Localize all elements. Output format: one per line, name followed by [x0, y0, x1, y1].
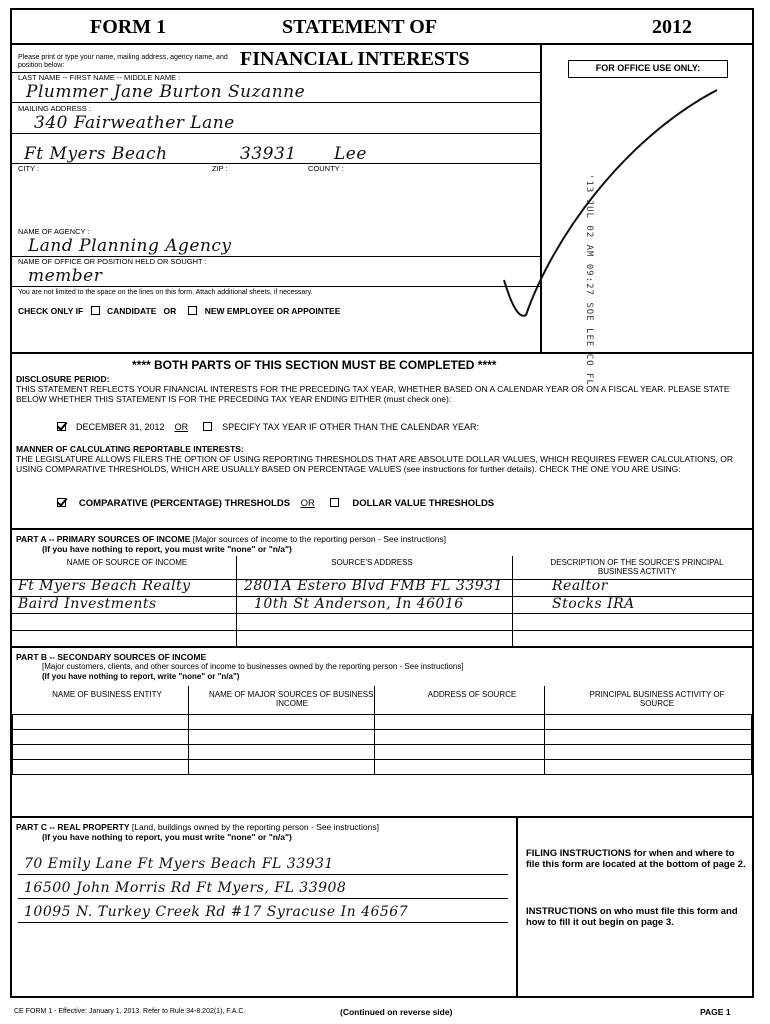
check-only-label: CHECK ONLY IF: [18, 306, 84, 316]
zip-field[interactable]: 33931: [240, 144, 297, 164]
form-title-line2: FINANCIAL INTERESTS: [240, 48, 470, 70]
december-label: DECEMBER 31, 2012: [76, 422, 165, 432]
agency-label: NAME OF AGENCY :: [18, 227, 90, 236]
part-c-title: PART C -- REAL PROPERTY: [16, 822, 130, 832]
part-b-heading: PART B -- SECONDARY SOURCES OF INCOME: [16, 652, 207, 662]
filing-instructions: FILING INSTRUCTIONS for when and where to file this form are located at the bottom of page 2.: [526, 848, 746, 870]
city-field[interactable]: Ft Myers Beach: [24, 144, 168, 164]
received-stamp: '13 JUL 02 AM 09:27 SOE LEE CO FL: [584, 174, 594, 386]
form-year: 2012: [652, 16, 692, 38]
part-b-note1: [Major customers, clients, and other sources of income to businesses owned by the reporting person - See instructions]: [42, 662, 464, 671]
part-b-col1-head: NAME OF BUSINESS ENTITY: [52, 690, 162, 699]
part-b-col4-head: PRINCIPAL BUSINESS ACTIVITY OF SOURCE: [589, 690, 725, 708]
city-label: CITY :: [18, 164, 40, 173]
period-heading: DISCLOSURE PERIOD:: [16, 374, 110, 384]
part-c-row1[interactable]: 70 Emily Lane Ft Myers Beach FL 33931: [24, 856, 334, 872]
part-c-row2[interactable]: 16500 John Morris Rd Ft Myers, FL 33908: [24, 880, 347, 896]
or-label: OR: [163, 306, 177, 316]
threshold-options: [52, 498, 494, 509]
part-b-note2: (If you have nothing to report, write "none" or "n/a"): [42, 672, 240, 681]
period-or: OR: [174, 422, 189, 432]
comparative-label: COMPARATIVE (PERCENTAGE) THRESHOLDS: [78, 498, 291, 509]
part-a-section: [10, 530, 754, 648]
new-employee-label: NEW EMPLOYEE OR APPOINTEE: [204, 306, 341, 316]
disclosure-banner: **** BOTH PARTS OF THIS SECTION MUST BE COMPLETED ****: [132, 358, 497, 372]
part-a-subnote: (If you have nothing to report, you must write "none" or "n/a"): [42, 544, 292, 554]
part-a-row1-address[interactable]: 2801A Estero Blvd FMB FL 33931: [244, 578, 503, 594]
part-c-subnote: (If you have nothing to report, you must write "none" or "n/a"): [42, 832, 292, 842]
print-note: Please print or type your name, mailing address, agency name, and position below:: [18, 54, 228, 69]
candidate-checkbox[interactable]: [91, 306, 100, 315]
zip-label: ZIP :: [212, 164, 228, 173]
candidate-label: CANDIDATE: [106, 306, 157, 316]
part-a-col1-head: NAME OF SOURCE OF INCOME: [66, 558, 188, 567]
part-a-row1-name[interactable]: Ft Myers Beach Realty: [18, 578, 191, 594]
part-b-col3-head: ADDRESS OF SOURCE: [427, 690, 517, 699]
part-a-row1-activity[interactable]: Realtor: [552, 578, 608, 594]
form-number: FORM 1: [90, 16, 167, 38]
footer-left: CE FORM 1 - Effective: January 1, 2013. Refer to Rule 34-8.202(1), F.A.C.: [14, 1008, 246, 1015]
period-text: THIS STATEMENT REFLECTS YOUR FINANCIAL INTERESTS FOR THE PRECEDING TAX YEAR, WHETHER BASED ON A CALENDAR YEAR OR ON A FISCAL YEAR. PLEASE STATE BELOW WHETHER THIS STATEMENT IS FOR THE PRECEDING TAX YEAR ENDING EITHER (must check one):: [16, 384, 730, 404]
manner-heading: MANNER OF CALCULATING REPORTABLE INTERESTS:: [16, 444, 244, 454]
candidate-row: [18, 306, 340, 316]
part-b-col2-head: NAME OF MAJOR SOURCES OF BUSINESS' INCOME: [209, 690, 375, 708]
comparative-checkbox[interactable]: [57, 498, 66, 507]
address-field[interactable]: 340 Fairweather Lane: [34, 113, 235, 133]
name-label: LAST NAME -- FIRST NAME -- MIDDLE NAME :: [18, 73, 181, 82]
manner-text: THE LEGISLATURE ALLOWS FILERS THE OPTION OF USING REPORTING THRESHOLDS THAT ARE ABSOLUTE DOLLAR VALUES, WHICH REQUIRES FEWER CALCULATIONS, OR USING COMPARATIVE THRESHOLDS, WHICH ARE USUALLY BASED ON PERCENTAGE VALUES (see instructions for further details). CHECK THE ONE YOU ARE USING:: [16, 454, 733, 474]
part-a-col2-head: SOURCE'S ADDRESS: [331, 558, 413, 567]
address-label: MAILING ADDRESS :: [18, 104, 91, 113]
form-title-line1: STATEMENT OF: [282, 16, 438, 38]
part-b-section: [10, 648, 754, 818]
disclosure-section: [10, 354, 754, 530]
county-field[interactable]: Lee: [334, 144, 367, 164]
specify-year-label: SPECIFY TAX YEAR IF OTHER THAN THE CALENDAR YEAR:: [222, 422, 480, 432]
part-a-col3-head: DESCRIPTION OF THE SOURCE'S PRINCIPAL BUSINESS ACTIVITY: [550, 558, 724, 576]
new-employee-checkbox[interactable]: [188, 306, 197, 315]
part-c-row3[interactable]: 10095 N. Turkey Creek Rd #17 Syracuse In 46567: [24, 904, 409, 920]
part-a-title: PART A -- PRIMARY SOURCES OF INCOME: [16, 534, 191, 544]
office-label: NAME OF OFFICE OR POSITION HELD OR SOUGHT :: [18, 257, 207, 266]
part-a-row2-address[interactable]: 10th St Anderson, In 46016: [254, 596, 464, 612]
part-c-section: [10, 818, 754, 998]
header-top-line: [12, 43, 752, 45]
office-field[interactable]: member: [28, 266, 103, 286]
part-c-note: [Land, buildings owned by the reporting person - See instructions]: [131, 822, 379, 832]
space-note: You are not limited to the space on the lines on this form. Attach additional sheets, if necessary.: [18, 289, 313, 296]
county-label: COUNTY :: [308, 164, 344, 173]
agency-field[interactable]: Land Planning Agency: [28, 236, 232, 256]
december-checkbox[interactable]: [57, 422, 66, 431]
footer-continued: (Continued on reverse side): [340, 1007, 453, 1017]
dollar-label: DOLLAR VALUE THRESHOLDS: [352, 498, 495, 509]
part-b-grid: [12, 714, 752, 775]
part-a-row2-name[interactable]: Baird Investments: [18, 596, 157, 612]
name-field[interactable]: Plummer Jane Burton Suzanne: [26, 82, 306, 102]
part-c-heading: [16, 822, 379, 832]
threshold-or: OR: [300, 498, 315, 509]
part-a-row2-activity[interactable]: Stocks IRA: [552, 596, 635, 612]
period-options: [52, 422, 479, 432]
dollar-checkbox[interactable]: [330, 498, 339, 507]
part-b-table: [12, 714, 752, 775]
who-must-file: INSTRUCTIONS on who must file this form and how to fill it out begin on page 3.: [526, 906, 738, 928]
specify-year-checkbox[interactable]: [203, 422, 212, 431]
footer-page: PAGE 1: [700, 1007, 731, 1017]
part-a-note: [Major sources of income to the reporting person - See instructions]: [192, 534, 447, 544]
part-a-heading: [16, 534, 446, 544]
office-use-label: FOR OFFICE USE ONLY:: [595, 63, 701, 73]
